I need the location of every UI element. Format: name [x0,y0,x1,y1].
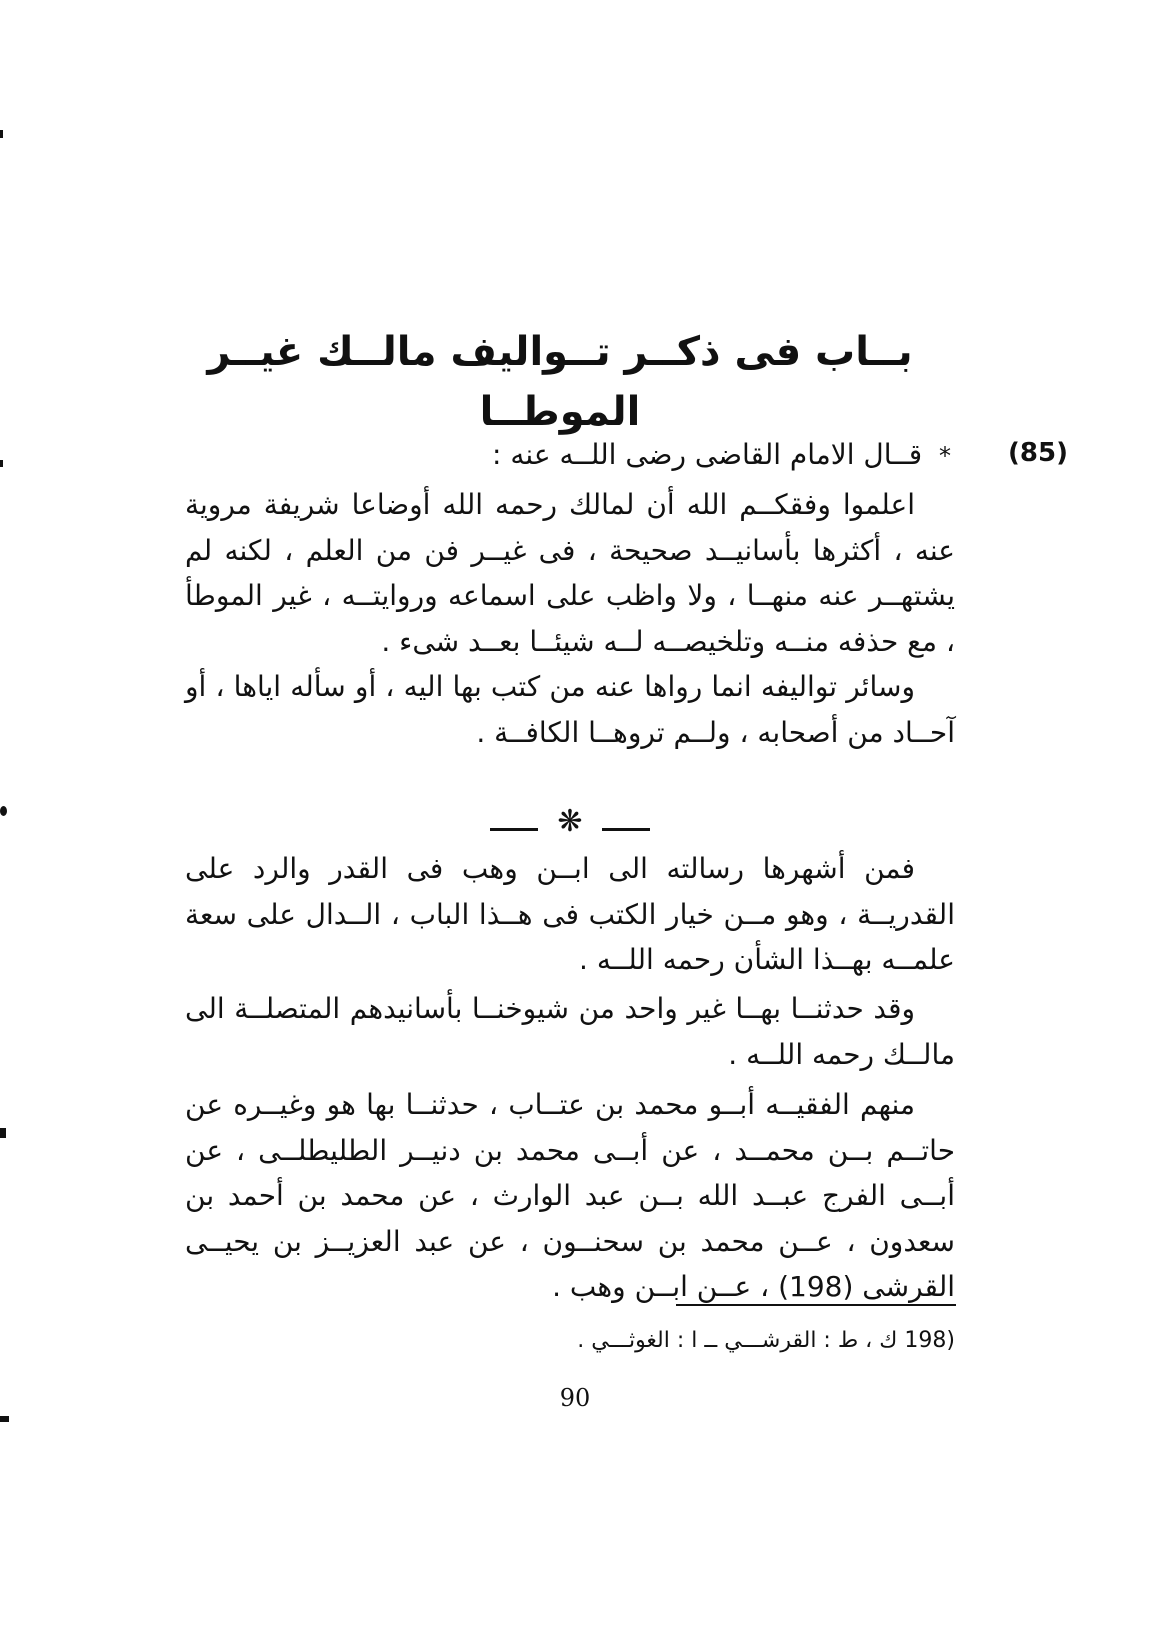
paragraph-4-text: وقد حدثنــا بهــا غير واحد من شيوخنــا بأسانيدهم المتصلــة الى مالــك رحمه اللــه . [185,992,955,1071]
scan-mark [0,1416,9,1422]
intro-text: قــال الامام القاضى رضى اللــه عنه : [492,438,923,471]
section-divider [470,804,670,839]
paragraph-2-text: وسائر تواليفه انما رواها عنه من كتب بها اليه ، أو سأله اياها ، أو آحــاد من أصحابه ، ولــم تروهــا الكافــة . [185,670,955,749]
scan-mark [0,1128,6,1138]
divider-asterisk-icon: ❋ [557,804,583,839]
star-marker: * [939,442,951,470]
scan-mark [0,130,3,138]
chapter-title: بــاب فى ذكــر تــواليف مالــك غيــر الموطــا [207,329,913,435]
paragraph-1-text: اعلموا وفقكــم الله أن لمالك رحمه الله أوضاعا شريفة مروية عنه ، أكثرها بأسانيــد صحيحة ، فى غيــر فن من العلم ، لكنه لم يشتهــر عنه منهــا ، ولا واظب على اسماعه وروايتــه ، غير الموطأ ، مع حذفه منــه وتلخيصــه لــه شيئــا بعــد شىء . [185,488,955,658]
scan-mark [0,806,7,816]
footnote: (198 ك ، ط : القرشـــي ــ ا : الغوثـــي . [577,1328,955,1353]
paragraph-3-text: فمن أشهرها رسالته الى ابــن وهب فى القدر والرد على القدريــة ، وهو مــن خيار الكتب فى هــذا الباب ، الــدال على سعة علمــه بهــذا الشأن رحمه اللــه . [185,852,955,976]
page-number: 90 [559,1384,591,1412]
section-number: (85) [1008,438,1068,468]
divider-dash-left [490,828,538,831]
scan-mark [0,460,3,467]
paragraph-5 [185,1082,955,1310]
intro-line [331,432,951,479]
divider-dash-right [602,828,650,831]
paragraph-2 [185,664,955,755]
footnote-rule [676,1304,956,1306]
paragraph-1 [185,482,955,664]
paragraph-3 [185,846,955,983]
paragraph-5-text: منهم الفقيــه أبــو محمد بن عتــاب ، حدثنــا بها هو وغيــره عن حاتــم بــن محمــد ، عن أبــى محمد بن دنيــر الطليطلــى ، عن أبــى الفرج عبــد الله بــن عبد الوارث ، عن محمد بن أحمد بن سعدون ، عــن محمد بن سحنــون ، عن عبد العزيــز بن يحيــى القرشى (198) ، عــن ابــن وهب . [185,1088,955,1303]
paragraph-4 [185,986,955,1077]
